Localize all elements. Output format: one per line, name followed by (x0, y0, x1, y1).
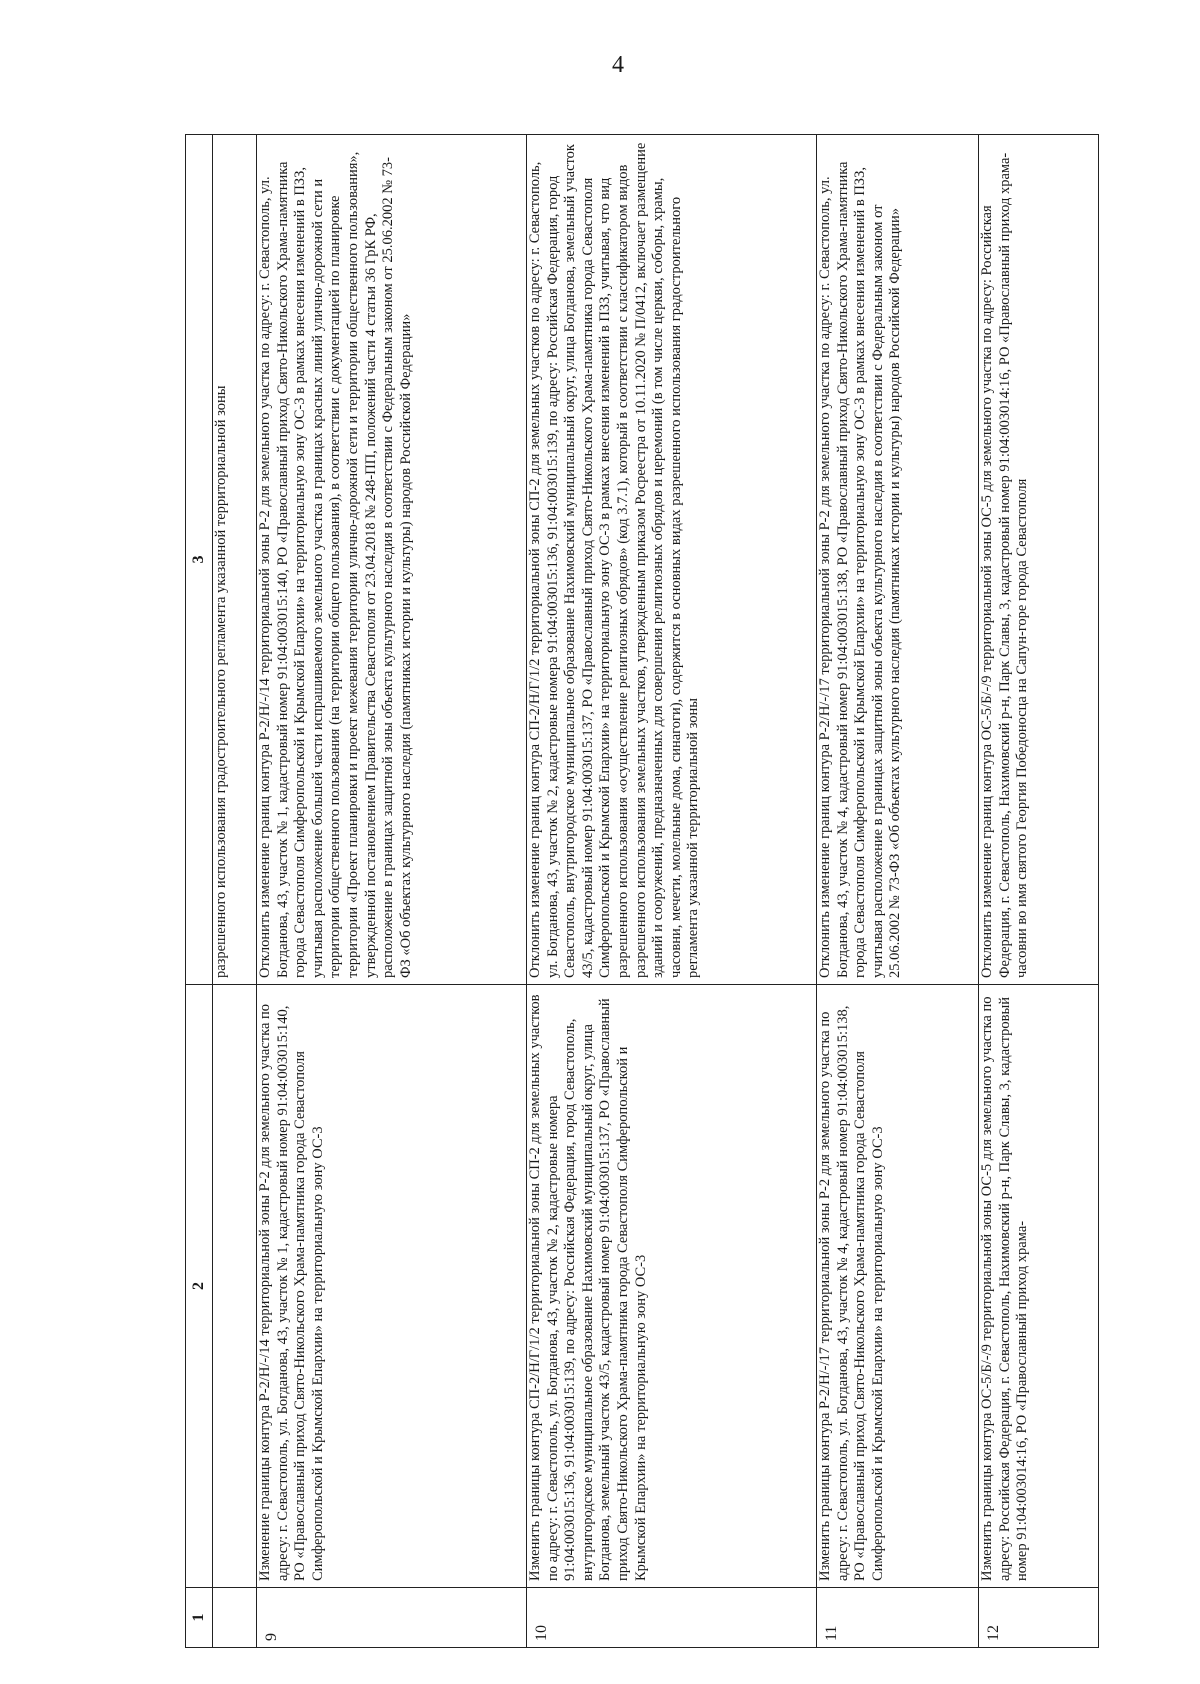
rotated-table-wrapper (185, 135, 1113, 1648)
header-col-1: 1 (186, 1588, 213, 1648)
continuation-empty-2 (213, 985, 257, 1588)
row-number: 11 (817, 1588, 979, 1648)
row-decision: Отклонить изменение границ контура ОС-5/Б/-/9 территориальной зоны ОС-5 для земельного участка по адресу: Российская Федерация, г. Севастополь, Нахимовский р-н, Парк Славы, 3, кадастровый номер 91:04:003014:16, РО «Православный приход храма-часовни во имя святого Георгия Победоносца на Сапун-горе города Севастополя (979, 135, 1099, 985)
row-request: Изменить границы контура Р-2/Н/-/17 территориальной зоны Р-2 для земельного участка по адресу: г. Севастополь, ул. Богданова, 43, участок № 4, кадастровый номер 91:04:003015:138, РО «Православный приход Свято-Никольского Храма-памятника города Севастополя Симферопольской и Крымской Епархии» на территориальную зону ОС-3 (817, 985, 979, 1588)
row-request: Изменить границы контура ОС-5/Б/-/9 территориальной зоны ОС-5 для земельного участка по адресу: Российская Федерация, г. Севастополь, Нахимовский р-н, Парк Славы, 3, кадастровый номер 91:04:003014:16, РО «Православный приход храма- (979, 985, 1099, 1588)
header-col-2: 2 (186, 985, 213, 1588)
row-decision: Отклонить изменение границ контура Р-2/Н/-/17 территориальной зоны Р-2 для земельного участка по адресу: г. Севастополь, ул. Богданова, 43, участок № 4, кадастровый номер 91:04:003015:138, РО «Православный приход Свято-Никольского Храма-памятника города Севастополя Симферопольской и Крымской Епархии» на территориальную зону ОС-3 в рамках внесения изменений в ПЗЗ, учитывая расположение в границах защитной зоны объекта культурного наследия в соответствии с Федеральным законом от 25.06.2002 № 73-ФЗ «Об объектах культурного наследия (памятниках истории и культуры) народов Российской Федерации» (817, 135, 979, 985)
row-number: 10 (527, 1588, 817, 1648)
row-number: 12 (979, 1588, 1099, 1648)
header-col-3: 3 (186, 135, 213, 985)
page-number: 4 (612, 52, 624, 78)
row-request: Изменить границы контура СП-2/Н/Г/1/2 территориальной зоны СП-2 для земельных участков по адресу: г. Севастополь, ул. Богданова, 43, участок № 2, кадастровые номера 91:04:003015:136, 91:04:003015:139, по адресу: Российская Федерация, город Севастополь, внутригородское муниципальное образование Нахимовский муниципальный округ, улица Богданова, земельный участок 43/5, кадастровый номер 91:04:003015:137, РО «Православный приход Свято-Никольского Храма-памятника города Севастополя Симферопольской и Крымской Епархии» на территориальную зону ОС-3 (527, 985, 817, 1588)
row-decision: Отклонить изменение границ контура СП-2/Н/Г/1/2 территориальной зоны СП-2 для земельных участков по адресу: г. Севастополь, ул. Богданова, 43, участок № 2, кадастровые номера 91:04:003015:136, 91:04:003015:139, по адресу: Российская Федерация, город Севастополь, внутригородское муниципальное образование Нахимовский муниципальный округ, улица Богданова, земельный участок 43/5, кадастровый номер 91:04:003015:137, РО «Православный приход Свято-Никольского Храма-памятника города Севастополя Симферопольской и Крымской Епархии» на территориальную зону ОС-3 в рамках внесения изменений в ПЗЗ, учитывая, что вид разрешенного использования «осуществление религиозных обрядов» (код 3.7.1), который в соответствии с классификатором видов разрешенного использования земельных участков, утвержденным приказом Росреестра от 10.11.2020 № П/0412, включает размещение зданий и сооружений, предназначенных для совершения религиозных обрядов и церемоний (в том числе церкви, соборы, храмы, часовни, мечети, молельные дома, синагоги), содержится в основных видах разрешенного использования градостроительного регламента указанной территориальной зоны (527, 135, 817, 985)
table-row (979, 135, 1099, 1648)
row-request: Изменение границы контура Р-2/Н/-/14 территориальной зоны Р-2 для земельного участка по адресу: г. Севастополь, ул. Богданова, 43, участок № 1, кадастровый номер 91:04:003015:140, РО «Православный приход Свято-Никольского Храма-памятника города Севастополя Симферопольской и Крымской Епархии» на территориальную зону ОС-3 (257, 985, 527, 1588)
continuation-empty-1 (213, 1588, 257, 1648)
table-row (257, 135, 527, 1648)
row-number: 9 (257, 1588, 527, 1648)
table-row (817, 135, 979, 1648)
header-row (186, 135, 213, 1648)
continuation-text: разрешенного использования градостроительного регламента указанной территориальной зоны (213, 135, 257, 985)
row-decision: Отклонить изменение границ контура Р-2/Н/-/14 территориальной зоны Р-2 для земельного участка по адресу: г. Севастополь, ул. Богданова, 43, участок № 1, кадастровый номер 91:04:003015:140, РО «Православный приход Свято-Никольского Храма-памятника города Севастополя Симферопольской и Крымской Епархии» на территориальную зону ОС-3 в рамках внесения изменений в ПЗЗ, учитывая расположение большей части испрашиваемого земельного участка в границах красных линий улично-дорожной сети и территории общественного пользования (на территории общего пользования), в соответствии с документацией по планировке территории «Проект планировки и проект межевания территории улично-дорожной сети и территории общественного пользования», утвержденной постановлением Правительства Севастополя от 23.04.2018 № 248-ПП, положений части 4 статьи 36 ГрК РФ, расположение в границах защитной зоны объекта культурного наследия в соответствии с Федеральным законом от 25.06.2002 № 73-ФЗ «Об объектах культурного наследия (памятниках истории и культуры) народов Российской Федерации» (257, 135, 527, 985)
decision-table (185, 134, 1099, 1648)
table-row (527, 135, 817, 1648)
continuation-row (213, 135, 257, 1648)
